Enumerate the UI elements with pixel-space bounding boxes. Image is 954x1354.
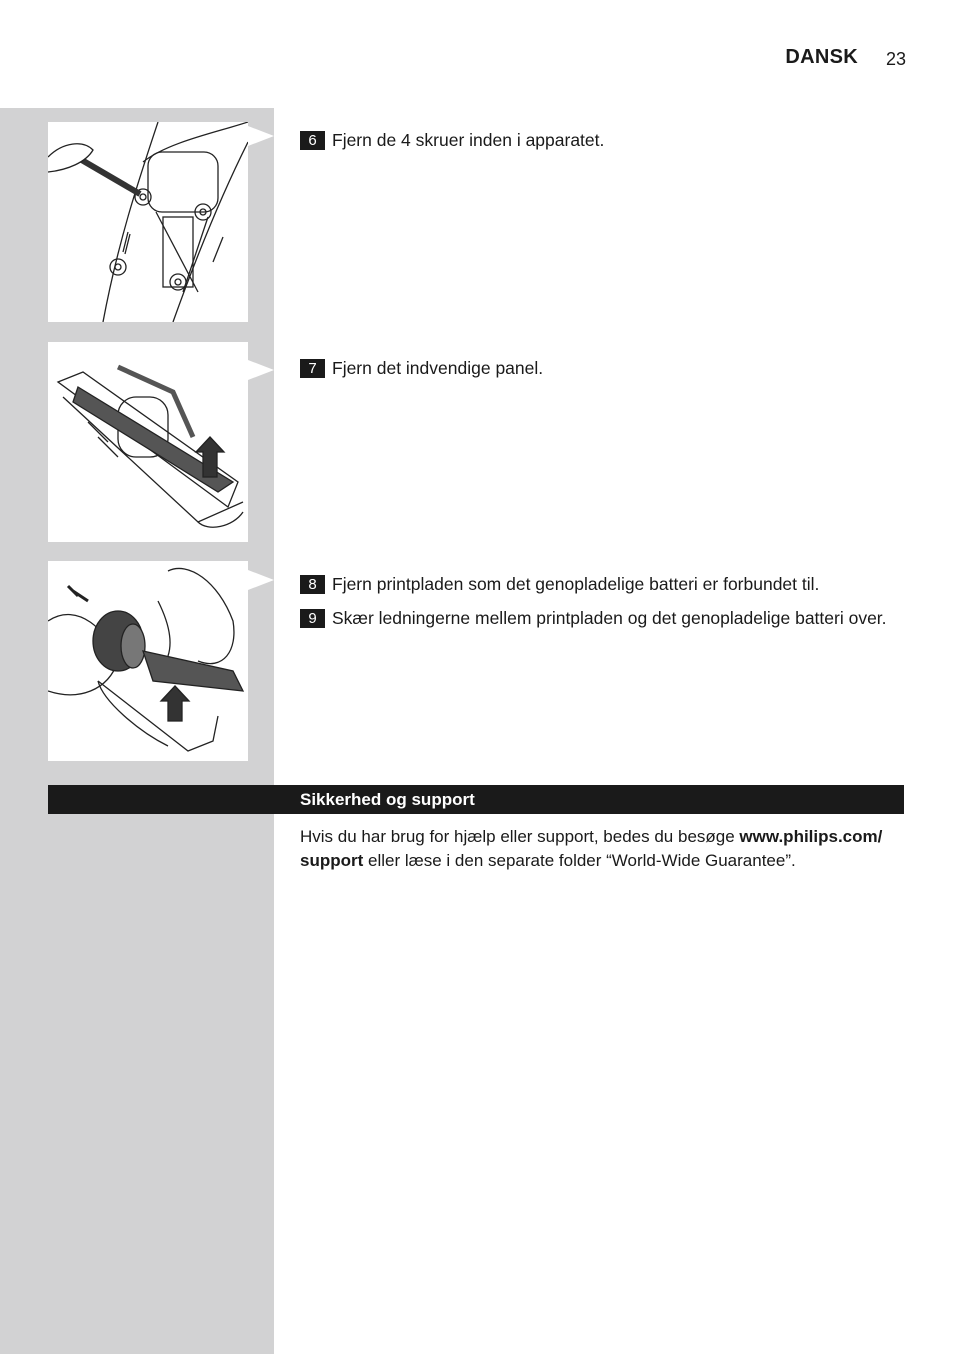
illustration-pointer [248,360,274,380]
step-8 [300,573,910,596]
section-header [48,785,904,814]
step-7 [300,357,910,380]
step-number: 6 [300,131,325,150]
step-6 [300,129,910,152]
step-text: Fjern de 4 skruer inden i apparatet. [332,130,605,150]
support-paragraph [300,825,910,873]
support-text-after: eller læse i den separate folder “World-Wide Guarantee”. [363,851,796,870]
illustration-remove-pcb [48,561,248,761]
section-title: Sikkerhed og support [300,790,475,809]
support-link[interactable]: www.philips.com/ support [300,827,883,870]
step-text: Fjern det indvendige panel. [332,358,544,378]
step-text: Fjern printpladen som det genopladelige batteri er forbundet til. [332,574,820,594]
page-number: 23 [885,49,906,69]
support-text-before: Hvis du har brug for hjælp eller support, bedes du besøge [300,827,740,846]
step-text: Skær ledningerne mellem printpladen og det genopladelige batteri over. [332,608,887,628]
illustration-pointer [248,570,274,590]
step-number: 7 [300,359,325,378]
language-label: DANSK [785,46,858,68]
step-number: 9 [300,609,325,628]
step-9 [300,607,910,630]
illustration-remove-panel [48,342,248,542]
illustration-remove-screws [48,122,248,322]
step-number: 8 [300,575,325,594]
illustration-pointer [248,126,274,146]
